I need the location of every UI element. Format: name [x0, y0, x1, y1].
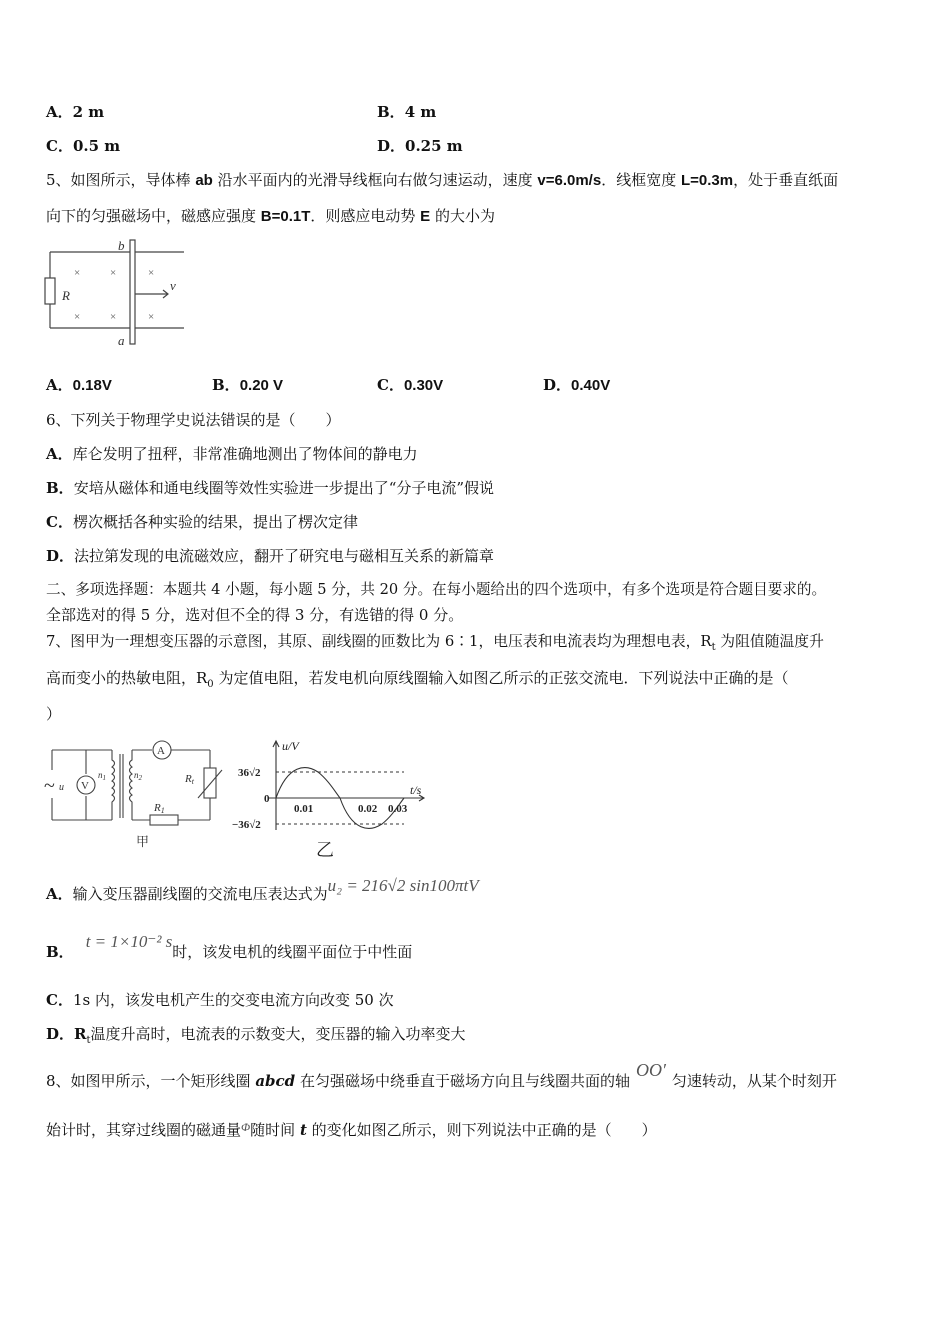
q7-label-n2: n	[134, 770, 139, 780]
q7-x1-label: 0.01	[294, 803, 314, 815]
q5-label-b: b	[118, 238, 125, 253]
q5-figure	[42, 238, 192, 350]
q6-option-b: B．安培从磁体和通电线圈等效性实验进一步提出了“分子电流”假说	[46, 479, 495, 497]
q7-stem-line3: ）	[46, 705, 62, 723]
q5-option-b: B．0.20 V	[212, 376, 284, 394]
q7-zero-label: 0	[264, 793, 270, 805]
q5-stem-line1: 5、如图所示，导体棒 ab 沿水平面内的光滑导线框向右做匀速运动，速度 v=6.0m/s．线框宽度 L=0.3m，处于垂直纸面	[46, 171, 839, 189]
q7-ylabel: u/V	[282, 739, 299, 753]
q5-cross: ×	[74, 267, 81, 279]
q5-label-v: v	[170, 278, 176, 293]
q7-caption-yi: 乙	[316, 840, 334, 860]
svg-text:R1	[153, 802, 165, 815]
q7-label-R1-sub: 1	[160, 806, 165, 815]
q5-label-a: a	[118, 333, 125, 348]
q7-x3-label: 0.03	[388, 803, 408, 815]
q6-option-d: D．法拉第发现的电流磁效应，翻开了研究电与磁相互关系的新篇章	[46, 547, 495, 565]
q5-cross: ×	[148, 267, 155, 279]
q7-x2-label: 0.02	[358, 803, 378, 815]
q4-option-b: B．4 m	[377, 103, 437, 121]
q7-waveform-figure	[228, 736, 428, 862]
q5-cross: ×	[110, 267, 117, 279]
q5-cross: ×	[110, 311, 117, 323]
q7-option-b: B．t = 1×10⁻² s时，该发电机的线圈平面位于中性面	[46, 932, 413, 961]
q5-option-a: A．0.18V	[46, 376, 112, 394]
q7-option-a: A．输入变压器副线圈的交流电压表达式为u₂ = 216√2 sin100πtV	[46, 876, 479, 903]
q4-option-c: C．0.5 m	[46, 137, 121, 155]
q7-stem-line2: 高而变小的热敏电阻，$R_0$ 为定值电阻，若发电机向原线圈输入如图乙所示的正弦交流电．下列说法中正确的是（	[46, 669, 789, 690]
q6-stem: 6、下列关于物理学史说法错误的是（ ）	[46, 411, 341, 429]
q8-stem-line1: 8、如图甲所示，一个矩形线圈 abcd 在匀强磁场中绕垂直于磁场方向且与线圈共面的轴OO′匀速转动，从某个时刻开	[46, 1060, 837, 1090]
q4-option-a: A．2 m	[46, 103, 105, 121]
section2-line2: 全部选对的得 5 分，选对但不全的得 3 分，有选错的得 0 分。	[46, 606, 464, 624]
svg-text:Rt	[184, 773, 195, 786]
q5-stem-line2: 向下的匀强磁场中，磁感应强度 B=0.1T．则感应电动势 E 的大小为	[46, 207, 495, 225]
q7-circuit-figure	[42, 740, 232, 852]
q7-caption-jia: 甲	[136, 834, 150, 849]
q5-label-R: R	[62, 288, 70, 303]
q7-label-n1: n	[98, 770, 103, 780]
q5-option-d: D．0.40V	[543, 376, 611, 394]
q7-label-n2-sub: 2	[138, 774, 142, 782]
q6-option-c: C．楞次概括各种实验的结果，提出了楞次定律	[46, 513, 358, 531]
q7-ammeter-label: A	[157, 745, 165, 757]
svg-text:n2	[134, 770, 143, 782]
q7-option-c: C．1s 内，该发电机产生的交变电流方向改变 50 次	[46, 991, 394, 1009]
q7-label-u: u	[59, 782, 64, 793]
q7-voltmeter-label: V	[81, 780, 89, 792]
q5-cross: ×	[148, 311, 155, 323]
q7-option-d: D．$R_t$温度升高时，电流表的示数变大，变压器的输入功率变大	[46, 1025, 466, 1046]
q8-stem-line2: 始计时，其穿过线圈的磁通量$^\Phi$随时间 t 的变化如图乙所示，则下列说法中正确的是（ ）	[46, 1120, 657, 1139]
q7-tilde-icon: ~	[44, 775, 55, 797]
q7-label-R1: R	[154, 802, 161, 814]
q7-label-n1-sub: 1	[102, 774, 106, 782]
q7-stem-line1: 7、图甲为一理想变压器的示意图，其原、副线圈的匝数比为 6∶1，电压表和电流表均为理想电表，$R_t$ 为阻值随温度升	[46, 633, 824, 653]
q7-ymin-label: −36√2	[232, 819, 261, 831]
q7-label-Rt-sub: t	[191, 777, 194, 786]
section2-line1: 二、多项选择题：本题共 4 小题，每小题 5 分，共 20 分。在每小题给出的四个选项中，有多个选项是符合题目要求的。	[46, 581, 827, 598]
q6-option-a: A．库仑发明了扭秤，非常准确地测出了物体间的静电力	[46, 445, 418, 463]
svg-text:n1	[98, 770, 106, 782]
q7-xlabel: t/s	[410, 783, 422, 797]
q7-ymax-label: 36√2	[238, 767, 261, 779]
q7-label-Rt: R	[185, 773, 192, 785]
q4-option-d: D．0.25 m	[377, 137, 463, 155]
q5-option-c: C．0.30V	[377, 376, 444, 394]
q5-cross: ×	[74, 311, 81, 323]
